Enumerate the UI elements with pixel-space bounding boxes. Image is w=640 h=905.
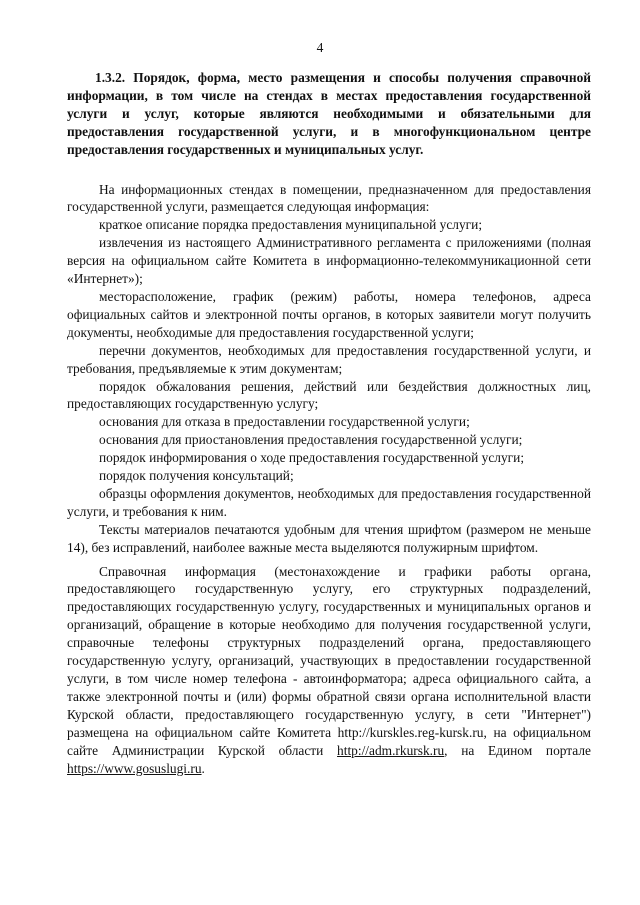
list-item-refusal-grounds: основания для отказа в предоставлении государственной услуги; (99, 414, 470, 430)
section-heading: 1.3.2. Порядок, форма, место размещения и способы получения справочной информации, в том числе на стендах в местах предоставления государственной услуги и услуг, которые являются необходимыми и обязательными для предоставления государственной услуги, и в многофункциональном центре предоставления государственных и муниципальных услуг. (67, 70, 591, 157)
list-item-appeal-procedure: порядок обжалования решения, действий или бездействия должностных лиц, предоставляющих государственную услугу; (67, 378, 591, 412)
list-item-description: краткое описание порядка предоставления муниципальной услуги; (99, 217, 483, 233)
paragraph-reference-info (67, 563, 591, 778)
reference-info-end: . (201, 760, 205, 776)
paragraph-stands-intro: На информационных стендах в помещении, предназначенном для предоставления государственной услуги, размещается следующая информация: (67, 181, 591, 215)
list-item-progress-info: порядок информирования о ходе предоставления государственной услуги; (99, 450, 525, 466)
list-item-suspension-grounds: основания для приостановления предоставления государственной услуги; (99, 432, 523, 448)
list-item-document-samples: образцы оформления документов, необходимых для предоставления государственной услуги, и требования к ним. (67, 485, 591, 519)
document-body (67, 69, 591, 777)
gosuslugi-link[interactable]: https://www.gosuslugi.ru (67, 760, 202, 776)
list-item-document-lists: перечни документов, необходимых для предоставления государственной услуги, и требования, предъявляемые к этим документам; (67, 342, 591, 376)
page-number: 4 (316, 40, 324, 55)
list-item-consultations: порядок получения консультаций; (99, 468, 294, 484)
list-item-location: месторасположение, график (режим) работы, номера телефонов, адреса официальных сайтов и электронной почты органов, в которых заявители могут получить документы, необходимые для предоставления государственной услуги; (67, 288, 591, 340)
adm-kursk-link[interactable]: http://adm.rkursk.ru (337, 742, 445, 758)
paragraph-font-requirements: Тексты материалов печатаются удобным для чтения шрифтом (размером не меньше 14), без исправлений, наиболее важные места выделяются полужирным шрифтом. (67, 521, 591, 555)
reference-info-text: Справочная информация (местонахождение и графики работы органа, предоставляющего государственную услугу, его структурных подразделений, предоставляющих государственную услугу, государственных и муниципальных органов и организаций, обращение в которые необходимо для получения государственной услуги, справочные телефоны структурных подразделений органа, предоставляющего государственную услугу, организаций, участвующих в предоставлении государственной услуги, в том числе номер телефона - автоинформатора; адреса официального сайта, а также электронной почты и (или) формы обратной связи органа исполнительной власти Курской области, предоставляющего государственную услугу, в сети "Интернет") размещена на официальном сайте Комитета http://kurskles.reg-kursk.ru, на официальном сайте Администрации Курской области (67, 563, 591, 758)
spacer (67, 159, 591, 181)
list-item-extracts: извлечения из настоящего Административного регламента с приложениями (полная версия на официальном сайте Комитета в информационно-телекоммуникационной сети «Интернет»); (67, 235, 591, 287)
reference-info-middle: , на Едином портале (444, 742, 591, 758)
